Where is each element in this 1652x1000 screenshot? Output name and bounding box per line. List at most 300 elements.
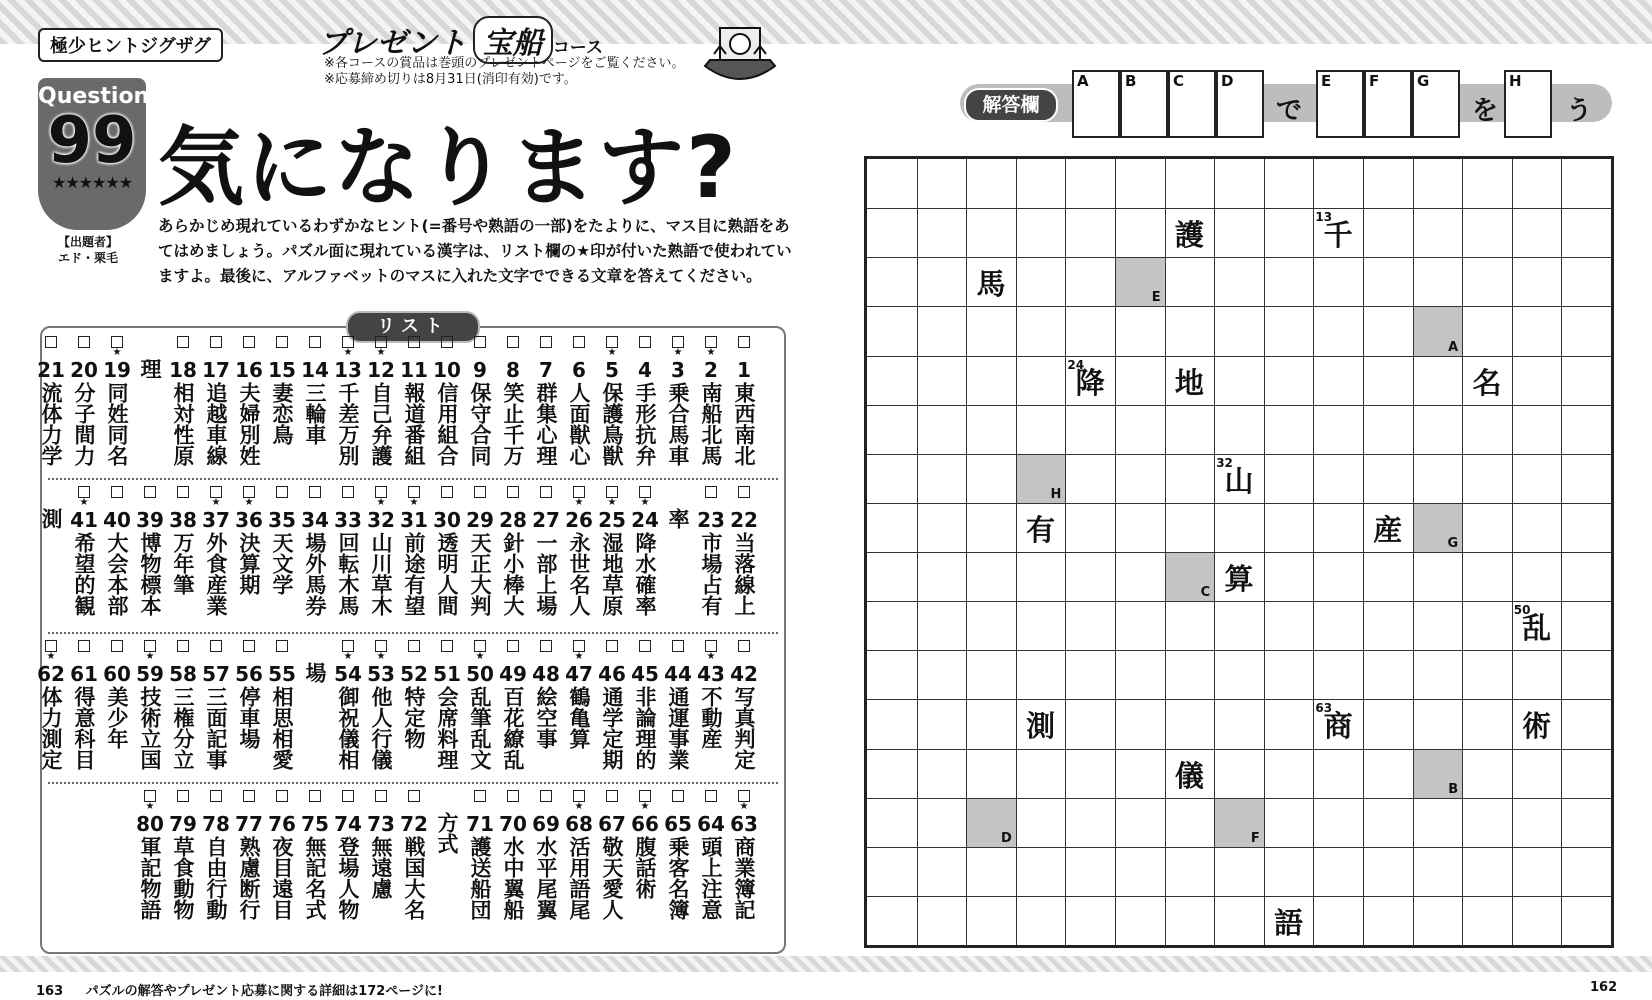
checkbox-icon[interactable]	[540, 486, 552, 498]
entry-word: 絵空事	[534, 686, 558, 749]
given-kanji-cell: 術	[1522, 709, 1552, 744]
entry-word: 護送船団	[468, 836, 492, 920]
letter-cell[interactable]	[966, 798, 1016, 847]
star-icon	[662, 802, 694, 812]
checkbox-icon[interactable]	[177, 790, 189, 802]
list-entry	[662, 640, 694, 770]
entry-number: 32	[367, 508, 395, 532]
entry-number: 37	[202, 508, 230, 532]
checkbox-icon[interactable]	[705, 790, 717, 802]
list-entry	[431, 790, 463, 854]
star-icon	[497, 652, 529, 662]
entry-word: 場外馬券	[303, 532, 327, 616]
star-icon	[728, 348, 760, 358]
answer-box[interactable]	[1504, 70, 1552, 138]
checkbox-icon[interactable]	[507, 640, 519, 652]
list-entry	[662, 790, 694, 920]
list-entry	[629, 640, 661, 770]
entry-number: 16	[235, 358, 263, 382]
list-entry	[497, 790, 529, 920]
entry-word: 山川草木	[369, 532, 393, 616]
list-entry	[233, 640, 265, 749]
cell-letter: D	[1000, 830, 1012, 846]
answer-box[interactable]	[1072, 70, 1120, 138]
given-kanji-cell: 語	[1274, 905, 1304, 940]
answer-box-letter: H	[1509, 72, 1522, 90]
checkbox-icon[interactable]	[639, 640, 651, 652]
entry-word: 理	[138, 358, 162, 379]
checkbox-icon[interactable]	[474, 486, 486, 498]
entry-number: 59	[136, 662, 164, 686]
star-icon	[662, 652, 694, 662]
given-kanji-cell: 馬	[976, 267, 1006, 302]
entry-number: 67	[598, 812, 626, 836]
entry-word: 天文学	[270, 532, 294, 595]
entry-word: 笑止千万	[501, 382, 525, 466]
entry-number: 39	[136, 508, 164, 532]
star-icon: ★	[409, 497, 419, 508]
entry-word: 三権分立	[171, 686, 195, 770]
list-entry	[332, 336, 364, 466]
checkbox-icon[interactable]	[507, 790, 519, 802]
entry-number: 68	[565, 812, 593, 836]
entry-word: 流体力学	[39, 382, 63, 466]
star-icon: ★	[145, 651, 155, 662]
list-entry	[530, 336, 562, 466]
list-divider	[48, 632, 778, 634]
entry-word: 三輪車	[303, 382, 327, 445]
star-icon	[332, 802, 364, 812]
entry-number: 25	[598, 508, 626, 532]
list-entry	[365, 336, 397, 466]
checkbox-icon[interactable]	[441, 336, 453, 348]
entry-word: 追越車線	[204, 382, 228, 466]
list-entry	[596, 640, 628, 770]
right-page-number: 162	[1590, 980, 1618, 995]
list-entry	[101, 486, 133, 616]
star-icon: ★	[607, 497, 617, 508]
checkbox-icon[interactable]	[276, 336, 288, 348]
entry-number: 65	[664, 812, 692, 836]
list-entry	[629, 790, 661, 899]
entry-number: 14	[301, 358, 329, 382]
entry-number: 13	[334, 358, 362, 382]
given-kanji-cell: 商 63	[1315, 701, 1353, 744]
star-icon: ★	[739, 801, 749, 812]
star-icon	[728, 498, 760, 508]
checkbox-icon[interactable]	[441, 640, 453, 652]
list-entry	[464, 486, 496, 616]
entry-word: 乗合馬車	[666, 382, 690, 466]
checkbox-icon[interactable]	[507, 336, 519, 348]
entry-number: 22	[730, 508, 758, 532]
star-icon	[464, 348, 496, 358]
entry-number: 41	[70, 508, 98, 532]
list-entry	[728, 336, 760, 466]
checkbox-icon[interactable]	[738, 640, 750, 652]
checkbox-icon[interactable]	[276, 790, 288, 802]
entry-word: 不動産	[699, 686, 723, 749]
entry-word: 乗客名簿	[666, 836, 690, 920]
entry-word: 戦国大名	[402, 836, 426, 920]
list-entry	[563, 790, 595, 920]
entry-number: 31	[400, 508, 428, 532]
footer-note: パズルの解答やプレゼント応募に関する詳細は172ページに!	[85, 984, 443, 999]
checkbox-icon[interactable]	[738, 336, 750, 348]
entry-number: 40	[103, 508, 131, 532]
entry-number: 33	[334, 508, 362, 532]
list-entry	[629, 336, 661, 466]
entry-number: 10	[433, 358, 461, 382]
checkbox-icon[interactable]	[111, 640, 123, 652]
checkbox-icon[interactable]	[210, 790, 222, 802]
entry-number: 56	[235, 662, 263, 686]
star-icon	[233, 348, 265, 358]
star-icon	[431, 348, 463, 358]
entry-word: 登場人物	[336, 836, 360, 920]
entry-word: 夜目遠目	[270, 836, 294, 920]
answer-box[interactable]	[1216, 70, 1264, 138]
entry-word: 非論理的	[633, 686, 657, 770]
entry-number: 55	[268, 662, 296, 686]
checkbox-icon[interactable]	[540, 336, 552, 348]
entry-word: 方式	[435, 812, 459, 854]
entry-word: 天正大判	[468, 532, 492, 616]
entry-number: 28	[499, 508, 527, 532]
cell-number: 24	[1067, 357, 1085, 372]
checkbox-icon[interactable]	[474, 790, 486, 802]
checkbox-icon[interactable]	[45, 336, 57, 348]
entry-word: 千差万別	[336, 382, 360, 466]
footer-pattern	[0, 956, 1652, 972]
star-icon	[332, 498, 364, 508]
checkbox-icon[interactable]	[540, 790, 552, 802]
list-entry	[464, 336, 496, 466]
entry-number: 2	[704, 358, 718, 382]
entry-number: 71	[466, 812, 494, 836]
star-icon: ★	[574, 651, 584, 662]
list-entry	[728, 790, 760, 920]
entry-word: 通学定期	[600, 686, 624, 770]
entry-number: 49	[499, 662, 527, 686]
checkbox-icon[interactable]	[474, 336, 486, 348]
entry-number: 47	[565, 662, 593, 686]
letter-cell[interactable]	[1413, 503, 1463, 552]
checkbox-icon[interactable]	[606, 790, 618, 802]
list-entry	[662, 336, 694, 466]
entry-word: 相対性原	[171, 382, 195, 466]
grid-line	[867, 798, 1611, 799]
checkbox-icon[interactable]	[177, 336, 189, 348]
star-icon	[200, 348, 232, 358]
answer-connector: を	[1472, 96, 1499, 126]
checkbox-icon[interactable]	[243, 790, 255, 802]
checkbox-icon[interactable]	[738, 486, 750, 498]
cell-letter: A	[1448, 339, 1459, 355]
star-icon: ★	[706, 651, 716, 662]
given-kanji-cell: 護	[1174, 218, 1204, 253]
checkbox-icon[interactable]	[276, 640, 288, 652]
cell-number: 13	[1315, 210, 1333, 225]
given-kanji-cell: 山 32	[1216, 455, 1254, 498]
entry-number: 36	[235, 508, 263, 532]
course-label: コース	[552, 38, 603, 58]
list-entry	[134, 486, 166, 616]
entry-word: 百花繚乱	[501, 686, 525, 770]
list-entry	[398, 790, 430, 920]
entry-number: 38	[169, 508, 197, 532]
list-entry	[299, 790, 331, 920]
entry-number: 42	[730, 662, 758, 686]
checkbox-icon[interactable]	[177, 640, 189, 652]
letter-cell[interactable]	[1214, 798, 1264, 847]
entry-word: 透明人間	[435, 532, 459, 616]
star-icon: ★	[376, 651, 386, 662]
checkbox-icon[interactable]	[408, 336, 420, 348]
list-entry	[101, 336, 133, 466]
entry-number: 6	[572, 358, 586, 382]
entry-number: 18	[169, 358, 197, 382]
list-entry	[167, 336, 199, 466]
entry-word: 写真判定	[732, 686, 756, 770]
answer-box[interactable]	[1168, 70, 1216, 138]
list-entry	[266, 486, 298, 595]
checkbox-icon[interactable]	[78, 640, 90, 652]
given-kanji-cell: 測	[1026, 709, 1056, 744]
star-icon	[398, 348, 430, 358]
star-icon	[464, 498, 496, 508]
entry-word: 外食産業	[204, 532, 228, 616]
cell-letter: F	[1250, 830, 1260, 846]
word-list-label: リスト	[346, 311, 480, 343]
given-kanji-cell: 千 13	[1315, 210, 1353, 253]
entry-number: 64	[697, 812, 725, 836]
list-entry	[101, 640, 133, 749]
list-entry	[233, 790, 265, 920]
answer-box-letter: A	[1077, 72, 1089, 90]
left-page-number: 163	[36, 984, 64, 999]
list-entry	[563, 486, 595, 616]
entry-word: 美少年	[105, 686, 129, 749]
grid-line	[867, 503, 1611, 504]
entry-word: 永世名人	[567, 532, 591, 616]
note-line: ※各コースの賞品は巻頭のプレゼントページをご覧ください。	[324, 56, 685, 71]
entry-number: 46	[598, 662, 626, 686]
star-icon	[497, 348, 529, 358]
entry-number: 19	[103, 358, 131, 382]
answer-connector: で	[1276, 96, 1303, 126]
entry-word: 自己弁護	[369, 382, 393, 466]
star-icon	[233, 802, 265, 812]
list-entry	[530, 640, 562, 749]
checkbox-icon[interactable]	[309, 790, 321, 802]
entry-word: 他人行儀	[369, 686, 393, 770]
entry-number: 80	[136, 812, 164, 836]
answer-box[interactable]	[1364, 70, 1412, 138]
letter-cell[interactable]	[1016, 454, 1066, 503]
entry-word: 南船北馬	[699, 382, 723, 466]
list-entry	[464, 640, 496, 770]
entry-number: 4	[638, 358, 652, 382]
entry-number: 66	[631, 812, 659, 836]
entry-number: 79	[169, 812, 197, 836]
checkbox-icon[interactable]	[672, 640, 684, 652]
puzzle-title: 気になります?	[158, 118, 738, 218]
list-entry	[68, 336, 100, 466]
entry-word: 熟慮断行	[237, 836, 261, 920]
checkbox-icon[interactable]	[705, 486, 717, 498]
cell-letter: E	[1151, 290, 1161, 306]
star-icon: ★	[343, 347, 353, 358]
entry-number: 63	[730, 812, 758, 836]
cell-number: 63	[1315, 701, 1333, 716]
list-entry	[530, 790, 562, 920]
list-entry	[266, 790, 298, 920]
answer-box[interactable]	[1316, 70, 1364, 138]
list-entry	[497, 486, 529, 616]
checkbox-icon[interactable]	[276, 486, 288, 498]
star-icon: ★	[574, 801, 584, 812]
entry-number: 17	[202, 358, 230, 382]
entry-word: 回転木馬	[336, 532, 360, 616]
list-entry	[134, 790, 166, 920]
list-entry	[200, 486, 232, 616]
list-entry	[35, 486, 67, 529]
given-kanji-cell: 乱 50	[1513, 603, 1552, 646]
entry-word: 会席料理	[435, 686, 459, 770]
checkbox-icon[interactable]	[144, 486, 156, 498]
entry-word: 腹話術	[633, 836, 657, 899]
letter-cell[interactable]	[1413, 749, 1463, 798]
checkbox-icon[interactable]	[606, 640, 618, 652]
letter-cell[interactable]	[1165, 552, 1215, 601]
checkbox-icon[interactable]	[408, 790, 420, 802]
list-entry	[299, 486, 331, 616]
letter-cell[interactable]	[1115, 257, 1165, 306]
star-icon	[167, 802, 199, 812]
puzzle-type-tag: 極少ヒントジグザグ	[38, 28, 223, 62]
entry-word: 草食動物	[171, 836, 195, 920]
star-icon: ★	[79, 497, 89, 508]
list-entry	[299, 640, 331, 683]
entry-number: 45	[631, 662, 659, 686]
header-pattern	[0, 0, 1652, 44]
list-entry	[398, 486, 430, 616]
entry-number: 1	[737, 358, 751, 382]
entry-number: 72	[400, 812, 428, 836]
checkbox-icon[interactable]	[672, 790, 684, 802]
checkbox-icon[interactable]	[639, 336, 651, 348]
list-entry	[167, 486, 199, 595]
list-entry	[530, 486, 562, 616]
checkbox-icon[interactable]	[210, 640, 222, 652]
list-entry	[497, 640, 529, 770]
question-number: 99	[47, 104, 137, 178]
answer-connector: う	[1566, 96, 1593, 126]
checkbox-icon[interactable]	[78, 336, 90, 348]
entry-number: 77	[235, 812, 263, 836]
star-icon: ★	[376, 347, 386, 358]
list-entry	[728, 486, 760, 616]
list-entry	[365, 486, 397, 616]
entry-word: 報道番組	[402, 382, 426, 466]
list-entry	[563, 640, 595, 749]
star-icon	[200, 802, 232, 812]
grid-line	[867, 847, 1611, 848]
entry-word: 夫婦別姓	[237, 382, 261, 466]
star-icon	[167, 348, 199, 358]
answer-box[interactable]	[1412, 70, 1460, 138]
entry-word: 自由行動	[204, 836, 228, 920]
list-entry	[629, 486, 661, 616]
star-icon: ★	[343, 651, 353, 662]
entry-number: 24	[631, 508, 659, 532]
answer-box-letter: G	[1417, 72, 1430, 90]
answer-box-letter: C	[1173, 72, 1185, 90]
grid-line	[867, 699, 1611, 700]
entry-word: 針小棒大	[501, 532, 525, 616]
star-icon	[464, 802, 496, 812]
checkbox-icon[interactable]	[342, 790, 354, 802]
answer-box[interactable]	[1120, 70, 1168, 138]
star-icon	[35, 498, 67, 508]
entry-word: 同姓同名	[105, 382, 129, 466]
list-entry	[233, 486, 265, 595]
checkbox-icon[interactable]	[309, 336, 321, 348]
checkbox-icon[interactable]	[111, 486, 123, 498]
cell-letter: B	[1448, 781, 1459, 797]
checkbox-icon[interactable]	[507, 486, 519, 498]
checkbox-icon[interactable]	[441, 486, 453, 498]
star-icon	[68, 348, 100, 358]
list-entry	[563, 336, 595, 466]
checkbox-icon[interactable]	[573, 336, 585, 348]
author-name: エド・栗毛	[58, 251, 119, 265]
list-entry	[68, 640, 100, 770]
checkbox-icon[interactable]	[210, 336, 222, 348]
star-icon: ★	[574, 497, 584, 508]
checkbox-icon[interactable]	[177, 486, 189, 498]
entry-word: 鶴亀算	[567, 686, 591, 749]
list-entry	[497, 336, 529, 466]
checkbox-icon[interactable]	[540, 640, 552, 652]
checkbox-icon[interactable]	[309, 486, 321, 498]
footer-left	[36, 980, 443, 999]
star-icon	[299, 498, 331, 508]
star-icon	[167, 498, 199, 508]
answer-label: 解答欄	[964, 88, 1058, 122]
star-icon	[695, 802, 727, 812]
star-icon: ★	[706, 347, 716, 358]
grid-line	[867, 749, 1611, 750]
list-entry	[134, 336, 166, 379]
checkbox-icon[interactable]	[342, 486, 354, 498]
checkbox-icon[interactable]	[408, 640, 420, 652]
entry-number: 75	[301, 812, 329, 836]
star-icon	[563, 348, 595, 358]
entry-word: 群集心理	[534, 382, 558, 466]
checkbox-icon[interactable]	[243, 336, 255, 348]
checkbox-icon[interactable]	[243, 640, 255, 652]
checkbox-icon[interactable]	[375, 790, 387, 802]
entry-number: 60	[103, 662, 131, 686]
star-icon	[728, 652, 760, 662]
star-icon	[497, 498, 529, 508]
letter-cell[interactable]	[1413, 306, 1463, 355]
list-entry	[233, 336, 265, 466]
star-icon: ★	[46, 651, 56, 662]
list-entry	[167, 640, 199, 770]
